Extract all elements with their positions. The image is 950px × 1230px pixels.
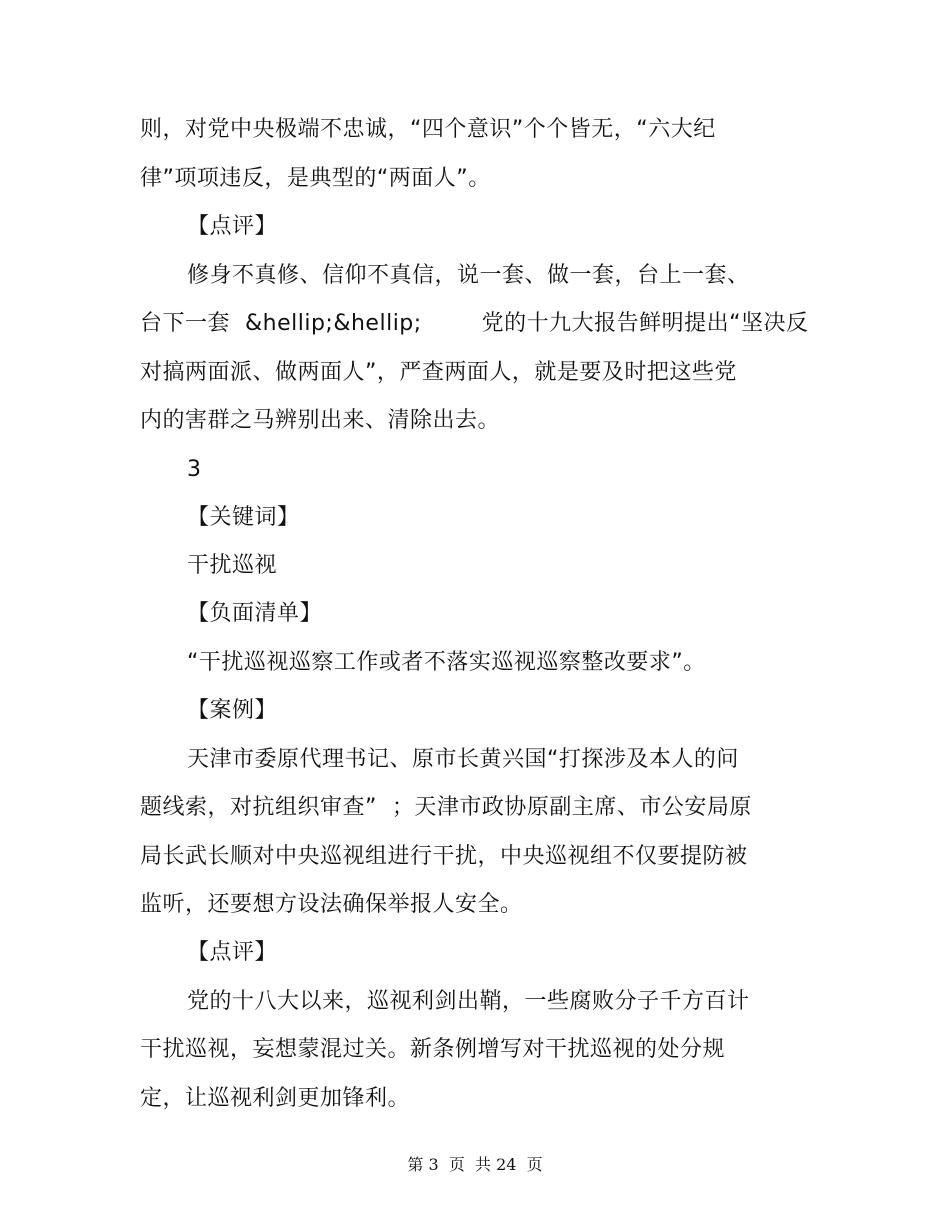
body-text-line: 对搞两面派、做两面人”，严查两面人，就是要及时把这些党 <box>140 360 737 385</box>
body-text-line: 局长武长顺对中央巡视组进行干扰，中央巡视组不仅要提防被 <box>140 844 748 869</box>
section-number: 3 <box>187 457 202 482</box>
body-text-line: 律”项项违反，是典型的“两面人”。 <box>140 166 491 191</box>
body-text-line: 天津市委原代理书记、原市长黄兴国“打探涉及本人的问 <box>187 747 739 772</box>
section-heading-keyword: 【关键词】 <box>187 505 300 530</box>
body-text-line: 题线索，对抗组织审查” ；天津市政协原副主席、市公安局原 <box>140 795 752 820</box>
page-number-footer: 第 3 页 共 24 页 <box>407 1155 543 1174</box>
body-text-line: 定，让巡视利剑更加锋利。 <box>140 1086 411 1111</box>
body-text-line: 干扰巡视，妄想蒙混过关。新条例增写对干扰巡视的处分规 <box>140 1037 726 1062</box>
section-heading-case: 【案例】 <box>187 698 278 723</box>
body-text-line: 监听，还要想方设法确保举报人安全。 <box>140 892 523 917</box>
negative-list-text: “干扰巡视巡察工作或者不落实巡视巡察整改要求”。 <box>187 650 706 675</box>
section-heading-review: 【点评】 <box>187 214 278 239</box>
section-heading-review: 【点评】 <box>187 940 278 965</box>
body-text-line: 内的害群之马辨别出来、清除出去。 <box>140 408 501 433</box>
keyword-text: 干扰巡视 <box>187 553 278 578</box>
body-text-line: 修身不真修、信仰不真信，说一套、做一套，台上一套、 <box>187 263 750 288</box>
body-text-line: 台下一套 &hellip;&hellip; 党的十九大报告鲜明提出“坚决反 <box>140 311 809 336</box>
section-heading-negative-list: 【负面清单】 <box>187 601 323 626</box>
body-text-line: 党的十八大以来，巡视利剑出鞘，一些腐败分子千方百计 <box>187 989 750 1014</box>
body-text-line: 则，对党中央极端不忠诚，“四个意识”个个皆无，“六大纪 <box>140 117 716 142</box>
